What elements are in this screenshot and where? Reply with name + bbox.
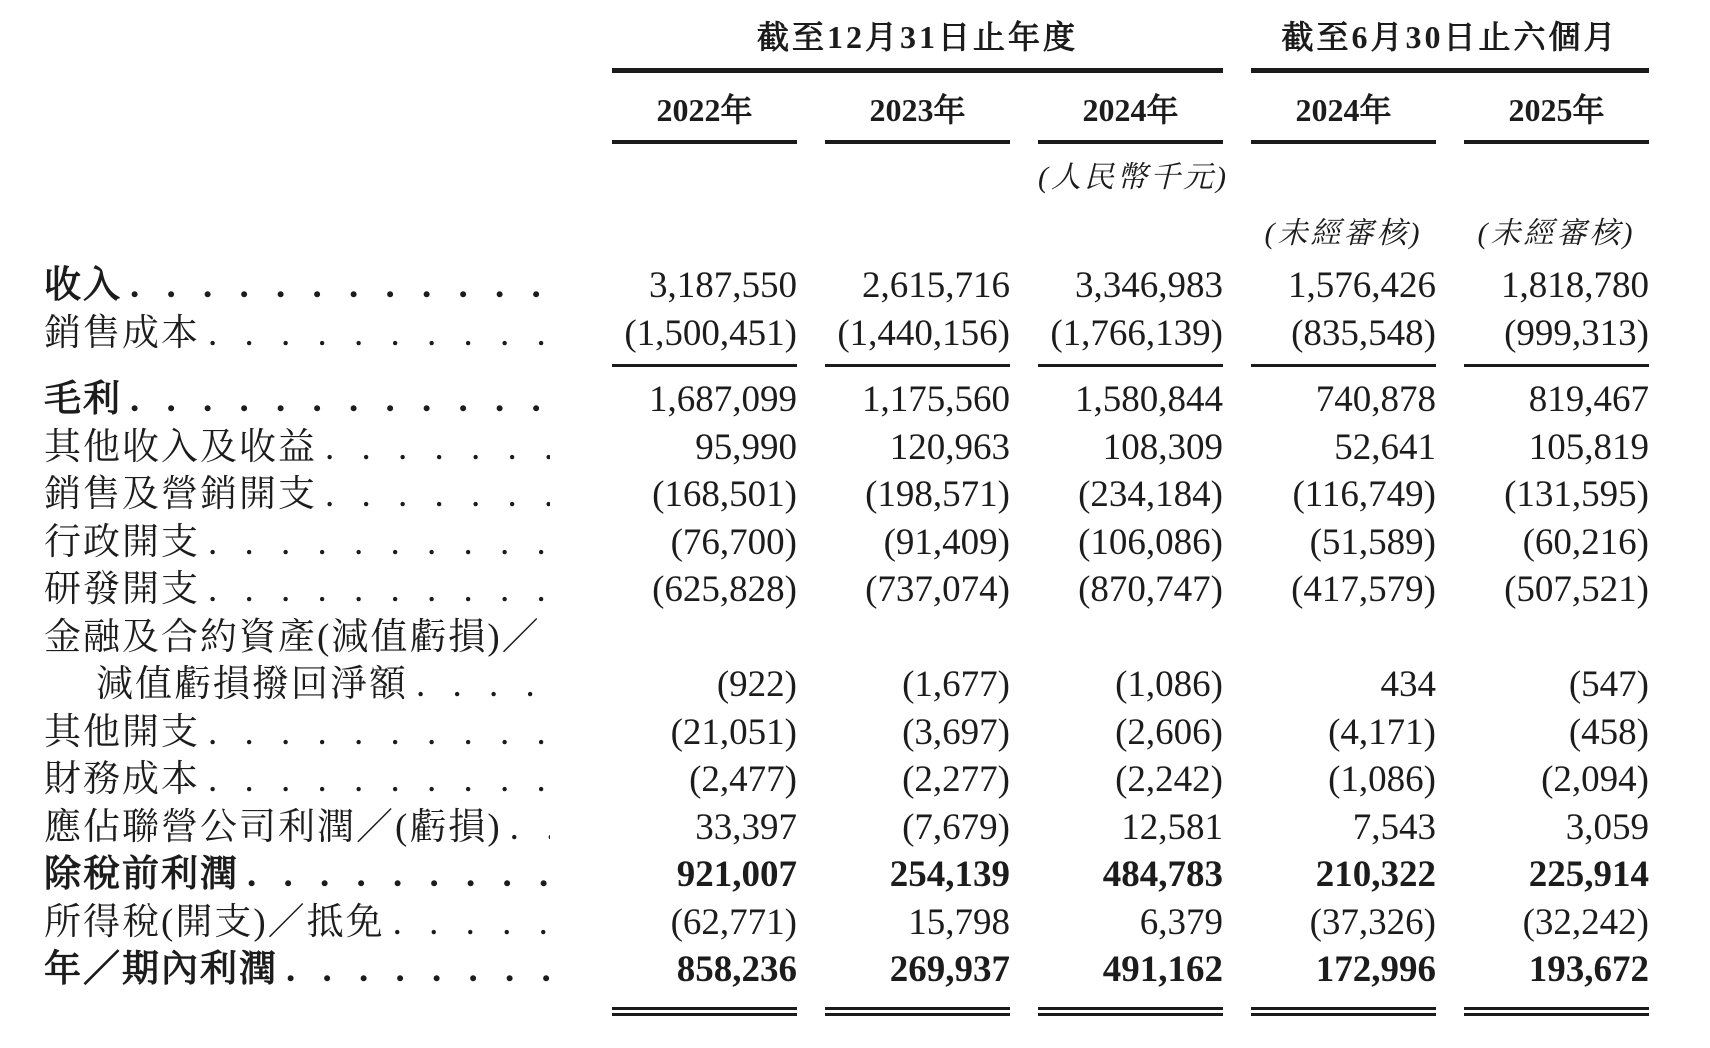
- cell-value: 1,580,844: [1075, 379, 1223, 420]
- cell-value: (106,086): [1078, 521, 1223, 563]
- table-row-rnd: [44, 566, 1659, 614]
- cell-value: (198,571): [865, 474, 1010, 515]
- year-header-row: [44, 73, 1659, 144]
- cell-value: (922): [716, 664, 797, 705]
- cell-value: 12,581: [1121, 806, 1223, 848]
- unaudited-note-row: [44, 196, 1659, 252]
- cell-value: (1,440,156): [825, 310, 1010, 368]
- row-label: 應佔聯營公司利潤／(虧損): [44, 806, 502, 848]
- cell-value: (4,171): [1328, 711, 1436, 753]
- cell-value: (1,086): [1115, 664, 1223, 705]
- cell-value: 120,963: [889, 426, 1010, 468]
- row-label: 除稅前利潤: [44, 854, 239, 895]
- cell-value: 52,641: [1334, 426, 1436, 468]
- cell-value: 6,379: [1139, 901, 1223, 943]
- dot-leader: [325, 424, 550, 472]
- cell-value: (116,749): [1292, 474, 1436, 515]
- cell-value: (835,548): [1251, 310, 1436, 368]
- dot-leader: [208, 310, 550, 358]
- dot-leader: [286, 946, 550, 994]
- row-label: 收入: [44, 265, 122, 306]
- cell-value: 484,783: [1102, 854, 1223, 895]
- year-header-2025-interim: 2025年: [1464, 73, 1649, 144]
- cell-value: 15,798: [908, 901, 1010, 943]
- dot-leader: [208, 519, 550, 567]
- cell-value: 3,346,983: [1075, 265, 1223, 306]
- dot-leader: [393, 899, 550, 947]
- cell-value: (3,697): [902, 711, 1010, 753]
- cell-value: (234,184): [1078, 474, 1223, 515]
- cell-value: (91,409): [883, 521, 1010, 563]
- cell-value: (168,501): [652, 474, 797, 515]
- cell-value: (2,242): [1115, 759, 1223, 800]
- cell-value: 1,818,780: [1501, 265, 1649, 306]
- cell-value: 269,937: [825, 946, 1010, 1016]
- row-label: 所得稅(開支)／抵免: [44, 901, 385, 943]
- column-group-titles: [44, 12, 1659, 68]
- cell-value: 105,819: [1528, 426, 1649, 468]
- dot-leader: [416, 661, 550, 709]
- cell-value: 858,236: [612, 946, 797, 1016]
- cell-value: (999,313): [1464, 310, 1649, 368]
- table-row-revenue: [44, 262, 1659, 310]
- cell-value: (37,326): [1309, 901, 1436, 943]
- cell-value: (32,242): [1522, 901, 1649, 943]
- table-row-cost-of-sales: [44, 310, 1659, 368]
- cell-value: (1,766,139): [1038, 310, 1223, 368]
- cell-value: (625,828): [652, 569, 797, 610]
- row-label: 行政開支: [44, 521, 200, 563]
- cell-value: (60,216): [1522, 521, 1649, 563]
- year-header-2024: 2024年: [1038, 73, 1223, 144]
- table-row-income-tax: [44, 899, 1659, 947]
- cell-value: (7,679): [902, 806, 1010, 848]
- row-label: 其他收入及收益: [44, 426, 317, 468]
- row-label: 銷售及營銷開支: [44, 474, 317, 515]
- cell-value: (76,700): [670, 521, 797, 563]
- row-label: 銷售成本: [44, 312, 200, 354]
- cell-value: (458): [1568, 711, 1649, 753]
- table-row-other-income: [44, 424, 1659, 472]
- table-row-administrative: [44, 519, 1659, 567]
- dot-leader: [208, 709, 550, 757]
- table-row-other-expenses: [44, 709, 1659, 757]
- dot-leader: [208, 566, 550, 614]
- cell-value: 210,322: [1315, 854, 1436, 895]
- cell-value: (2,277): [902, 759, 1010, 800]
- cell-value: (870,747): [1078, 569, 1223, 610]
- cell-value: (417,579): [1291, 569, 1436, 610]
- table-row-gross-profit: [44, 376, 1659, 424]
- row-label: 減值虧損撥回淨額: [96, 664, 408, 705]
- row-label: 研發開支: [44, 569, 200, 610]
- dot-leader: [130, 262, 550, 310]
- cell-value: (2,606): [1115, 711, 1223, 753]
- cell-value: 95,990: [695, 426, 797, 468]
- row-label: 金融及合約資產(減值虧損)／: [44, 616, 541, 658]
- cell-value: (1,677): [902, 664, 1010, 705]
- table-body: [44, 262, 1659, 1016]
- year-header-2024-interim: 2024年: [1251, 73, 1436, 144]
- year-header-2022: 2022年: [612, 73, 797, 144]
- table-row-profit-before-tax: [44, 851, 1659, 899]
- cell-value: (737,074): [865, 569, 1010, 610]
- interim-period-header: 截至6月30日止六個月: [1281, 19, 1619, 55]
- cell-value: 740,878: [1315, 379, 1436, 420]
- cell-value: 3,187,550: [649, 265, 797, 306]
- table-row-profit-for-period: [44, 946, 1659, 1016]
- cell-value: 7,543: [1352, 806, 1436, 848]
- dot-leader: [247, 851, 550, 899]
- year-header-2023: 2023年: [825, 73, 1010, 144]
- cell-value: (2,094): [1541, 759, 1649, 800]
- cell-value: 225,914: [1528, 854, 1649, 895]
- cell-value: (2,477): [689, 759, 797, 800]
- table-row-finance-costs: [44, 756, 1659, 804]
- table-row-share-of-associates: [44, 804, 1659, 852]
- cell-value: 33,397: [695, 806, 797, 848]
- cell-value: 254,139: [889, 854, 1010, 895]
- table-row-impairment-line2: [44, 661, 1659, 709]
- unaudited-note-2025: (未經審核): [1477, 217, 1636, 250]
- annual-period-header: 截至12月31日止年度: [756, 19, 1078, 55]
- dot-leader: [325, 471, 550, 519]
- cell-value: (21,051): [670, 711, 797, 753]
- row-label: 毛利: [44, 379, 122, 420]
- cell-value: 434: [1380, 664, 1436, 705]
- cell-value: 921,007: [676, 854, 797, 895]
- cell-value: (547): [1568, 664, 1649, 705]
- cell-value: 1,576,426: [1288, 265, 1436, 306]
- cell-value: 1,687,099: [649, 379, 797, 420]
- table-row-impairment-line1: [44, 614, 1659, 662]
- cell-value: (1,500,451): [612, 310, 797, 368]
- cell-value: (51,589): [1309, 521, 1436, 563]
- cell-value: 108,309: [1102, 426, 1223, 468]
- row-label: 其他開支: [44, 711, 200, 753]
- cell-value: (131,595): [1504, 474, 1649, 515]
- dot-leader: [130, 376, 550, 424]
- cell-value: 491,162: [1038, 946, 1223, 1016]
- table-row-selling-marketing: [44, 471, 1659, 519]
- cell-value: 1,175,560: [862, 379, 1010, 420]
- unaudited-note-2024: (未經審核): [1264, 217, 1423, 250]
- cell-value: (507,521): [1504, 569, 1649, 610]
- cell-value: 3,059: [1565, 806, 1649, 848]
- currency-note-row: [44, 144, 1659, 196]
- cell-value: 2,615,716: [862, 265, 1010, 306]
- row-label: 年／期內利潤: [44, 949, 278, 990]
- dot-leader: [510, 804, 550, 852]
- cell-value: 193,672: [1464, 946, 1649, 1016]
- dot-leader: [208, 756, 550, 804]
- cell-value: 819,467: [1528, 379, 1649, 420]
- cell-value: 172,996: [1251, 946, 1436, 1016]
- currency-unit-note: (人民幣千元): [1038, 161, 1229, 194]
- cell-value: (1,086): [1328, 759, 1436, 800]
- row-label: 財務成本: [44, 759, 200, 800]
- cell-value: (62,771): [670, 901, 797, 943]
